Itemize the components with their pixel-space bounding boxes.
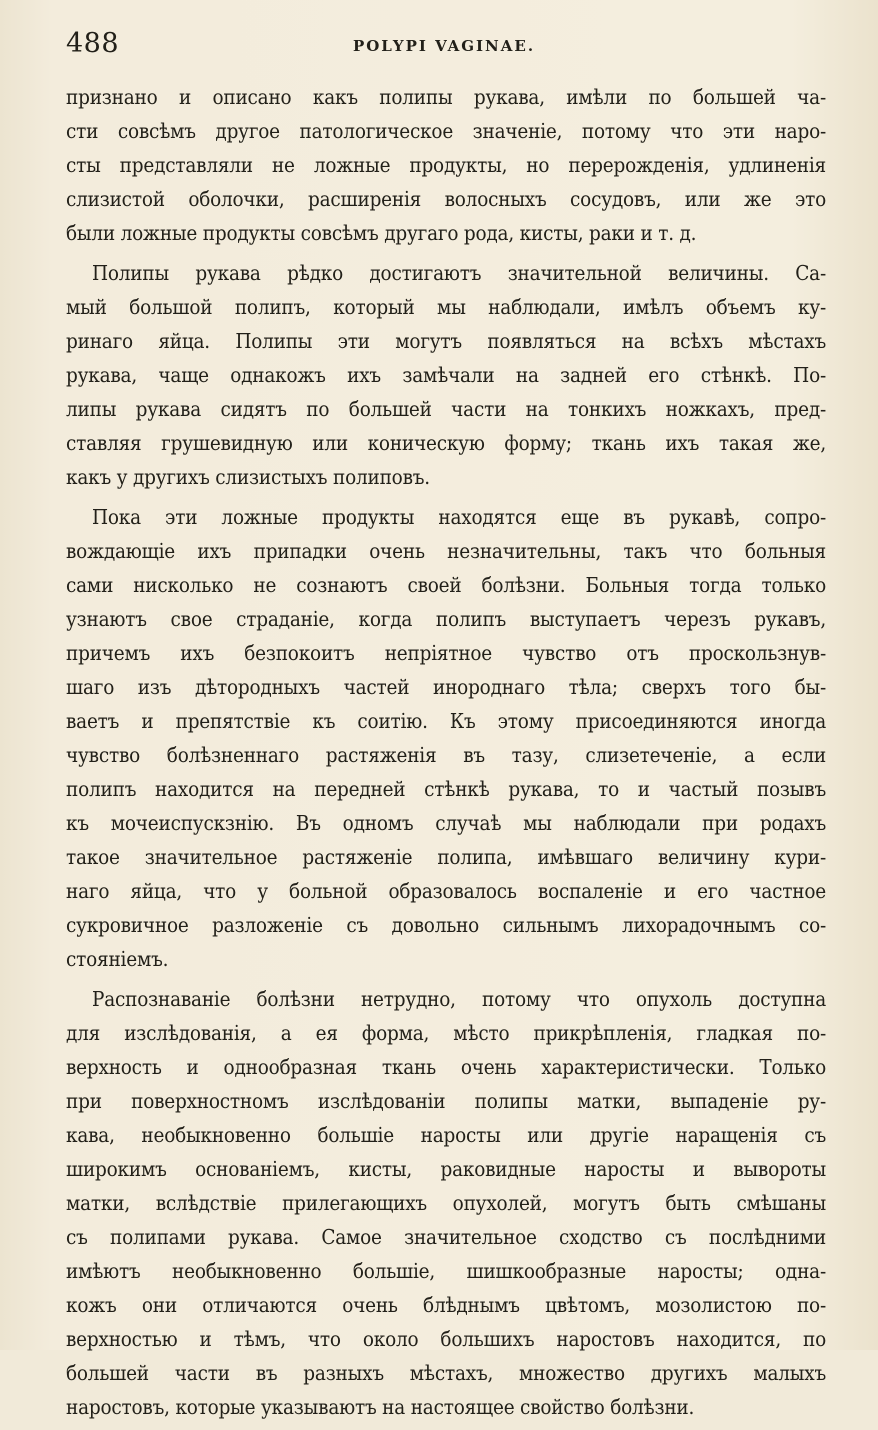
text-line: чувство болѣзненнаго растяженiя въ тазу, слизетеченiе, а если	[66, 743, 826, 767]
text-line: рукава, чаще однакожъ ихъ замѣчали на задней его стѣнкѣ. По-	[66, 363, 826, 387]
text-line: широкимъ основанiемъ, кисты, раковидные наросты и вывороты	[66, 1157, 826, 1181]
page-header	[66, 28, 822, 68]
text-line: имѣютъ необыкновенно большiе, шишкообразные наросты; одна-	[66, 1259, 826, 1283]
text-line: Полипы рукава рѣдко достигаютъ значительной величины. Са-	[92, 261, 826, 285]
paragraph	[66, 256, 826, 494]
text-line: большей части въ разныхъ мѣстахъ, множество другихъ малыхъ	[66, 1361, 826, 1385]
text-line: мый большой полипъ, который мы наблюдали, имѣлъ объемъ ку-	[66, 295, 826, 319]
text-line: Распознаванiе болѣзни нетрудно, потому что опухоль доступна	[92, 987, 826, 1011]
text-line: какъ у другихъ слизистыхъ полиповъ.	[66, 465, 430, 489]
text-line: верхностью и тѣмъ, что около большихъ наростовъ находится, по	[66, 1327, 826, 1351]
text-line: сами нисколько не сознаютъ своей болѣзни. Больныя тогда только	[66, 573, 826, 597]
text-line: наго яйца, что у больной образовалось воспаленiе и его частное	[66, 879, 826, 903]
text-line: сти совсѣмъ другое патологическое значенiе, потому что эти наро-	[66, 119, 826, 143]
text-line: были ложные продукты совсѣмъ другаго рода, кисты, раки и т. д.	[66, 221, 697, 245]
text-line: сукровичное разложенiе съ довольно сильнымъ лихорадочнымъ со-	[66, 913, 826, 937]
running-title: POLYPI VAGINAE.	[352, 37, 536, 55]
text-line: шаго изъ дѣтородныхъ частей инороднаго тѣла; сверхъ того бы-	[66, 675, 826, 699]
text-line: матки, вслѣдствiе прилегающихъ опухолей, могутъ быть смѣшаны	[66, 1191, 826, 1215]
text-line: кава, необыкновенно большiе наросты или другiе наращенiя съ	[66, 1123, 826, 1147]
text-line: ринаго яйца. Полипы эти могутъ появляться на всѣхъ мѣстахъ	[66, 329, 826, 353]
text-line: къ мочеиспускзнiю. Въ одномъ случаѣ мы наблюдали при родахъ	[66, 811, 826, 835]
text-line: верхность и однообразная ткань очень характеристически. Только	[66, 1055, 826, 1079]
text-line: узнаютъ свое страданiе, когда полипъ выступаетъ черезъ рукавъ,	[66, 607, 826, 631]
text-line: Пока эти ложные продукты находятся еще въ рукавѣ, сопро-	[92, 505, 826, 529]
text-line: ставляя грушевидную или коническую форму; ткань ихъ такая же,	[66, 431, 826, 455]
text-line: такое значительное растяженiе полипа, имѣвшаго величину кури-	[66, 845, 826, 869]
text-line: слизистой оболочки, расширенiя волосныхъ сосудовъ, или же это	[66, 187, 826, 211]
paragraph	[66, 500, 826, 976]
text-line: вождающiе ихъ припадки очень незначительны, такъ что больныя	[66, 539, 826, 563]
text-line: стоянiемъ.	[66, 947, 169, 971]
paragraph	[66, 982, 826, 1424]
text-line: наростовъ, которые указываютъ на настоящее свойство болѣзни.	[66, 1395, 695, 1419]
text-line: для изслѣдованiя, а ея форма, мѣсто прикрѣпленiя, гладкая по-	[66, 1021, 826, 1045]
paragraph	[66, 80, 826, 250]
text-line: кожъ они отличаются очень блѣднымъ цвѣтомъ, мозолистою по-	[66, 1293, 826, 1317]
text-line: при поверхностномъ изслѣдованiи полипы матки, выпаденiе ру-	[66, 1089, 826, 1113]
page-number: 488	[66, 28, 120, 59]
text-line: причемъ ихъ безпокоитъ непрiятное чувство отъ проскользнув-	[66, 641, 826, 665]
text-line: ваетъ и препятствiе къ соитiю. Къ этому присоединяются иногда	[66, 709, 826, 733]
text-line: липы рукава сидятъ по большей части на тонкихъ ножкахъ, пред-	[66, 397, 826, 421]
text-line: полипъ находится на передней стѣнкѣ рукава, то и частый позывъ	[66, 777, 826, 801]
text-line: признано и описано какъ полипы рукава, имѣли по большей ча-	[66, 85, 826, 109]
body-text	[66, 80, 826, 1430]
text-line: сты представляли не ложные продукты, но перерожденiя, удлиненiя	[66, 153, 826, 177]
text-line: съ полипами рукава. Самое значительное сходство съ послѣдними	[66, 1225, 826, 1249]
